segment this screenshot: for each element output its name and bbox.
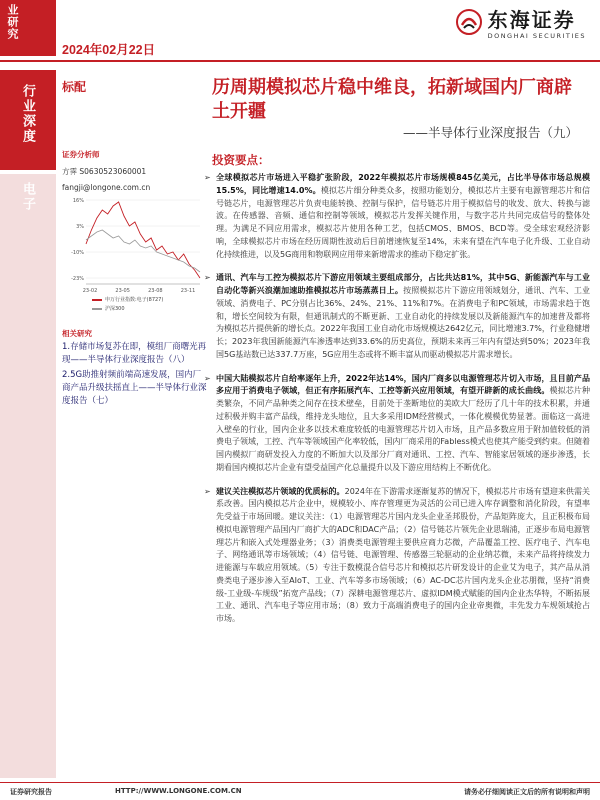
point-lead: 中国大陆模拟芯片自给率逐年上升，2022年达14%，国内厂商多以电源管理芯片切入市场，且目前产品多应用于消费电子领域，但正有序拓展汽车、工控等新兴应用领域，有望开辟新的成长曲线。 (216, 373, 590, 396)
y-tick-label: 16% (72, 198, 84, 204)
y-tick-label: 3% (76, 224, 84, 230)
point-text: 模拟芯片细分种类众多，按照功能划分，模拟芯片主要有电源管理芯片和信号链芯片，电源管理芯片负责电能转换、控制与保护，信号链芯片用于模拟信号的收发、放大、转换与滤波。在传感器、音频、通信和控制等领域，模拟芯片发挥关键作用，与数字芯片共同完成信号的整体处理。为满足不同应用需求，模拟芯片使用各种工艺，包括CMOS、BMOS、BCD等。受全球宏观经济影响，全球模拟芯片市场在经历周期性波动后目前增速恢复至14%，未来有望在汽车电子化升级、工业自动化持续推进，以及5G商用和物联网应用带来新增需求的推动下稳定扩张。 (216, 185, 590, 259)
industry-rating: 标配 (62, 80, 87, 94)
donghai-logo-icon (456, 9, 482, 35)
category-label: 行业深度 (20, 84, 35, 144)
footer-disclaimer: 请务必仔细阅读正文后的所有说明和声明 (464, 788, 590, 796)
report-type-tab (0, 0, 56, 56)
report-subtitle: ——半导体行业深度报告（九） (402, 125, 578, 140)
analyst-heading: 证券分析师 (62, 150, 100, 159)
point-lead: 建议关注模拟芯片领域的优质标的。 (216, 486, 345, 496)
logo-english-name: DONGHAI SECURITIES (487, 32, 586, 40)
page-footer (0, 787, 600, 799)
logo-chinese-name: 东海证券 (487, 8, 576, 32)
legend-label-hs300: 沪深300 (105, 306, 125, 312)
x-tick-label: 23-11 (180, 288, 196, 294)
chart-grid (86, 200, 200, 284)
report-title: 历周期模拟芯片稳中维良，拓新域国内厂商辟土开疆 (212, 77, 572, 122)
investment-point (204, 486, 590, 626)
series-line-hs300 (86, 230, 200, 272)
bullet-icon: ➢ (204, 486, 211, 496)
y-tick-label: -23% (71, 276, 84, 282)
investment-points-body (204, 172, 590, 637)
investment-point (204, 272, 590, 361)
analyst-name: 方霁 S0630523060001 (62, 167, 147, 176)
header-divider (0, 60, 600, 62)
bullet-icon: ➢ (204, 173, 211, 182)
chart-y-axis (71, 198, 84, 282)
sector-label: 电子 (20, 182, 35, 212)
related-research-list (62, 341, 208, 410)
category-sidebar (0, 70, 56, 170)
footer-website-link[interactable]: HTTP://WWW.LONGONE.COM.CN (115, 787, 242, 795)
point-lead: 全球模拟芯片市场进入平稳扩张阶段，2022年模拟芯片市场规模845亿美元，占比半导体市场总规模15.5%，同比增速14.0%。 (216, 173, 590, 195)
investment-point (204, 373, 590, 475)
legend-label-electronics: 申万行业指数:电子(8727) (105, 297, 164, 303)
report-date: 2024年02月22日 (62, 43, 156, 57)
legend-item-hs300 (92, 305, 163, 312)
x-tick-label: 23-05 (115, 288, 130, 294)
chart-x-axis (83, 288, 196, 294)
left-info-column (62, 78, 202, 192)
point-lead: 通讯、汽车与工控为模拟芯片下游应用领域主要组成部分，占比共达81%，其中5G、新能源汽车与工业自动化等新兴浪潮加速助推模拟芯片市场蒸蒸日上。 (216, 273, 590, 295)
footer-divider (0, 782, 600, 783)
sector-sidebar (0, 174, 56, 778)
point-text: 模拟芯片种类繁杂，不同产品种类之间存在技术壁垒，目前处于垄断地位的美欧大厂经历了几十年的技术积累，并通过积极并购丰富产品线，维持龙头地位，且大多采用IDM经营模式，一体化模模优势显著。面临这一高进入壁垒的行业，国内企业多以技术难度较低的电源管理芯片切入市场，且产品多数应用于附加值较低的消费电子领域，工控、汽车等领域国产化率较低，国内厂商采用的Fabless模式也使其产能受到约束。但随着国内模拟厂商研发投入力度的不断加大以及部分厂商对通讯、工控、汽车、智能家居领域的逐步渗透，长期看国内模拟芯片企业有望受益国产化总量提升以及下游应用结构上不断优化。 (216, 386, 591, 472)
investment-point (204, 172, 590, 261)
footer-report-type: 证券研究报告 (10, 788, 52, 796)
bullet-icon: ➢ (204, 273, 211, 283)
bullet-icon: ➢ (204, 373, 211, 383)
x-tick-label: 23-08 (148, 288, 163, 294)
investment-points-heading: 投资要点： (212, 153, 270, 167)
company-logo (456, 4, 586, 40)
y-tick-label: -10% (71, 250, 84, 256)
related-research-heading: 相关研究 (62, 329, 92, 338)
point-text: 按照模拟芯片下游应用领域划分，通讯、汽车、工业领域、消费电子、PC分别占比36%、24%、21%、11%和7%。在消费电子和PC领域，市场需求趋于饱和，增长空间较为有限，但通讯制式的不断更新、工业自动化的持续发展以及新能源汽车的加速普及都将为模拟芯片提供新的增长点。2022年我国工业自动化市场规模达2642亿元，同比增速3.7%，行业稳健增长；2023年我国新能源汽车渗透率达到33.6%的历史高位，预期未来再三年内有望达到50%；2023年我国5G基站数已达337.7万座，5G应用生态或将不断丰富从而驱动模拟芯片需求增长。 (216, 286, 591, 359)
x-tick-label: 23-02 (82, 288, 98, 294)
chart-legend (92, 296, 163, 314)
analyst-email[interactable]: fangji@longone.com.cn (62, 183, 151, 192)
legend-item-electronics (92, 296, 163, 303)
chart-series (86, 202, 200, 278)
point-text: 2024年在下游需求逐渐复苏的情况下，模拟芯片市场有望迎来供需关系改善。国内模拟芯片企业中，规模较小、库存管理更为灵活的公司已进入库存调整和消化阶段，有望率先受益于市场回暖。建议关注：（1）电源管理芯片国内龙头企业圣邦股份，产品矩阵庞大，且正积极布局模拟电源管理产品国内厂商扩大的ADC和DAC产品；（2）信号链芯片领先企业思瑞浦，正逐步布局电源管理芯片和嵌入式处理器业务；（3）消费类电源管理主要供应商力芯微，产品覆盖工控、医疗电子、汽车电子、网络通讯等市场领域；（4）信号链、电源管理、传感器三轮驱动的企业纳芯微，未来产品将持续发力进能源与车载应用领域。（5）专注于数模混合信号芯片和模拟芯片研发设计的企业艾为电子，其产品从消费类电子逐步渗入至AIoT、工业、汽车等多市场领域；（6）AC-DC芯片国内龙头企业芯朋微，坚持“消费级-工业级-车规级”拓宽产品线；（7）深耕电源管理芯片、虚拟IDM模式赋能的国内企业杰华特，不断拓展工业、通讯、汽车电子等应用市场；（8）致力于高端消费电子的国内企业帝奥微，丰先发力车规领域抢占市场。 (216, 486, 591, 623)
series-line-electronics (86, 202, 200, 278)
report-type-label: 业研究 (6, 4, 19, 40)
related-research-link[interactable]: 2.5G助推射频前端高速发展，国内厂商产品升级扶摇直上——半导体行业深度报告（七） (62, 370, 207, 406)
related-research-link[interactable]: 1.存储市场复苏在即，模组厂商曙光再现——半导体行业深度报告（八） (62, 342, 207, 365)
